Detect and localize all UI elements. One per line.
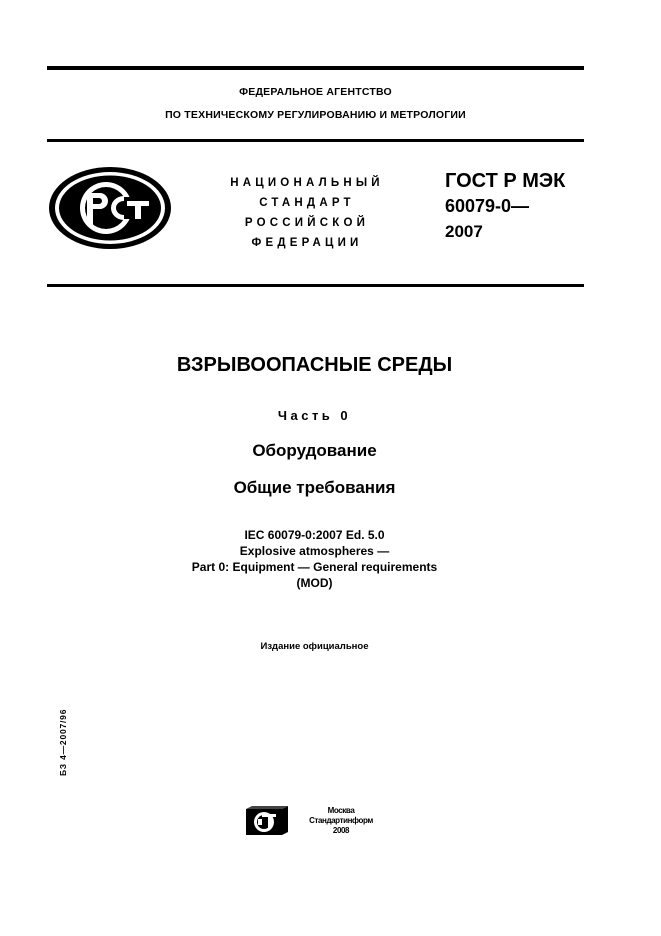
iec-line-2: Explosive atmospheres —	[239, 544, 390, 558]
header-bottom-rule	[47, 284, 584, 287]
top-rule	[47, 66, 584, 70]
national-standard-line-4: ФЕДЕРАЦИИ	[251, 237, 363, 249]
national-standard-line-2: СТАНДАРТ	[259, 197, 355, 209]
part-number: Часть 0	[277, 408, 352, 423]
agency-rule	[47, 139, 584, 142]
national-standard-line-3: РОССИЙСКОЙ	[244, 217, 370, 229]
iec-line-1: IEC 60079-0:2007 Ed. 5.0	[244, 528, 385, 542]
document-title: ВЗРЫВООПАСНЫЕ СРЕДЫ	[176, 354, 453, 376]
edition-official: Издание официальное	[260, 641, 369, 652]
publisher-year: 2008	[332, 826, 350, 835]
gost-designation-line-3: 2007	[445, 222, 483, 241]
standartinform-logo-icon	[244, 806, 288, 838]
agency-line-1: ФЕДЕРАЛЬНОЕ АГЕНТСТВО	[239, 86, 392, 98]
iec-line-3: Part 0: Equipment — General requirements	[191, 560, 438, 574]
subtitle-general-requirements: Общие требования	[233, 478, 396, 497]
iec-line-4: (MOD)	[296, 576, 333, 590]
gost-designation-line-2: 60079-0—	[445, 196, 530, 216]
publisher-block	[296, 806, 386, 836]
national-standard-line-1: НАЦИОНАЛЬНЫЙ	[230, 177, 384, 189]
rst-logo-icon	[47, 165, 173, 251]
subtitle-equipment: Оборудование	[252, 441, 377, 460]
publisher-name: Стандартинформ	[309, 816, 373, 825]
side-code: БЗ 4—2007/96	[58, 708, 68, 776]
gost-designation-line-1: ГОСТ Р МЭК	[445, 170, 566, 192]
agency-line-2: ПО ТЕХНИЧЕСКОМУ РЕГУЛИРОВАНИЮ И МЕТРОЛОГИИ	[165, 109, 466, 121]
publisher-city: Москва	[327, 806, 355, 815]
